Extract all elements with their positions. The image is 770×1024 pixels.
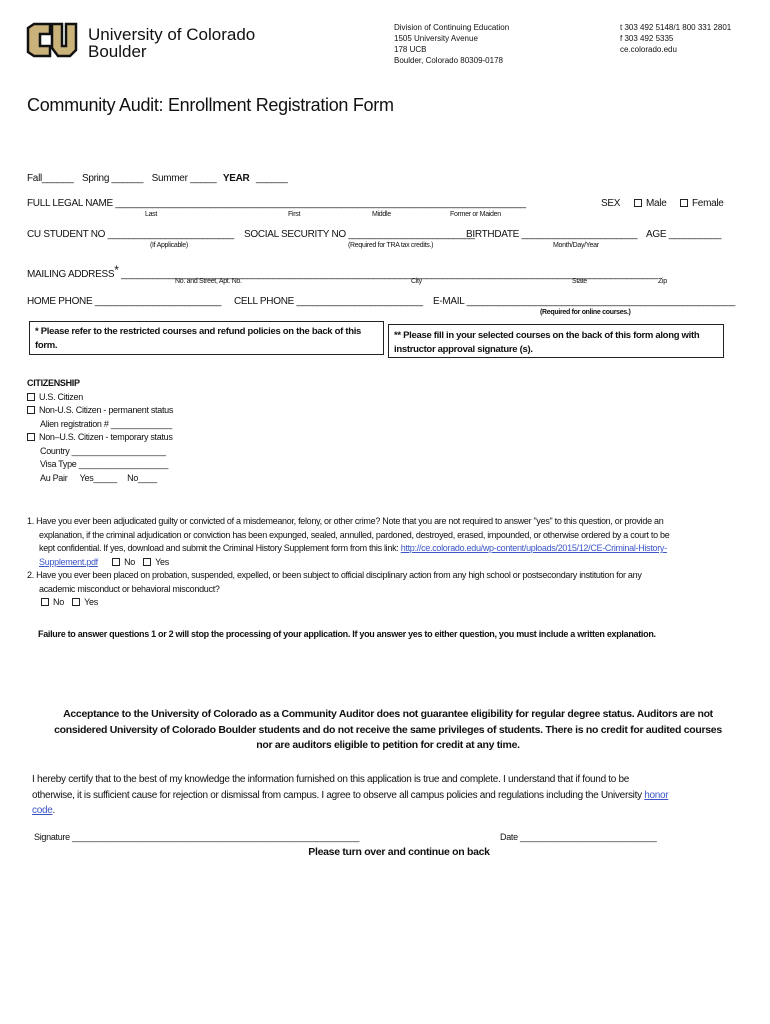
us-citizen-option[interactable] [27, 391, 173, 405]
birthdate-caption: Month/Day/Year [553, 242, 599, 249]
cu-student-no-field[interactable]: CU STUDENT NO ________________________ [27, 229, 234, 240]
q2-yes-option[interactable] [72, 597, 98, 607]
acceptance-line2: considered University of Colorado Boulder students and do not receive the same privileges of students. There is no credit for audited courses [54, 723, 722, 736]
university-line2: Boulder [88, 42, 147, 61]
q1-yes-option[interactable] [143, 557, 169, 567]
phone-numbers: t 303 492 5148/1 800 331 2801 [620, 23, 732, 32]
criminal-history-link-cont[interactable]: Supplement.pdf [39, 556, 98, 567]
spring-field[interactable]: Spring ______ [81, 173, 144, 184]
non-us-temporary-option[interactable] [27, 431, 173, 445]
non-us-temporary-label: Non–U.S. Citizen - temporary status [39, 432, 173, 442]
division-address [394, 22, 509, 66]
division-name: Division of Continuing Education [394, 23, 510, 32]
mailing-address-field[interactable] [27, 263, 727, 280]
us-citizen-label: U.S. Citizen [39, 391, 83, 402]
ucb-box: 178 UCB [394, 45, 427, 54]
course-selection-note: ** Please fill in your selected courses on the back of this form along with instructor approval signature (s). [388, 324, 724, 358]
q1-yes-checkbox[interactable] [143, 558, 151, 566]
sex-label: SEX [601, 198, 621, 209]
year-field[interactable]: ______ [255, 173, 288, 184]
turn-over-footer: Please turn over and continue on back [308, 846, 490, 858]
non-us-temporary-checkbox[interactable] [27, 433, 35, 441]
question-1-line3-text: kept confidential. If yes, download and submit the Criminal History Supplement form from this link: [39, 543, 399, 553]
middle-name-caption: Middle [372, 211, 391, 218]
if-applicable-caption: (If Applicable) [150, 242, 188, 249]
certification-period: . [52, 805, 55, 816]
university-name [88, 26, 255, 60]
zip-caption: Zip [658, 278, 667, 285]
refund-policy-note: * Please refer to the restricted courses and refund policies on the back of this form. [29, 321, 384, 355]
question-1-line2: explanation, if the criminal adjudication or conviction has been expunged, sealed, annulled, pardoned, destroyed, erased, impounded, or otherwise ordered by a court to be [39, 529, 670, 540]
former-name-caption: Former or Maiden [450, 211, 501, 218]
acceptance-notice [27, 707, 749, 754]
q2-no-label: No [53, 597, 64, 607]
first-name-caption: First [288, 211, 301, 218]
female-checkbox[interactable] [680, 199, 688, 207]
question-1-line3 [27, 542, 669, 556]
q1-no-option[interactable] [112, 557, 135, 567]
alien-registration-field[interactable]: Alien registration # _____________ [40, 418, 172, 429]
home-phone-field[interactable]: HOME PHONE ________________________ [27, 296, 222, 307]
citizenship-heading: CITIZENSHIP [27, 378, 80, 388]
ssn-caption: (Required for TRA tax credits.) [348, 242, 434, 249]
term-line [27, 173, 288, 184]
male-checkbox[interactable] [634, 199, 642, 207]
question-1-line4 [27, 556, 669, 570]
email-caption: (Required for online courses.) [540, 309, 631, 316]
female-label: Female [692, 198, 724, 209]
birthdate-field[interactable]: BIRTHDATE ______________________ [466, 229, 638, 240]
age-field[interactable]: AGE __________ [646, 229, 722, 240]
fax-number: f 303 492 5335 [620, 34, 674, 43]
cu-logo [26, 22, 78, 58]
citizenship-section [27, 377, 173, 485]
certification-line1: I hereby certify that to the best of my knowledge the information furnished on this application is true and complete. I understand that if found to be [32, 774, 630, 785]
cu-logo-icon [26, 22, 78, 58]
q2-yes-label: Yes [84, 597, 98, 607]
question-2-options [27, 596, 669, 610]
website: ce.colorado.edu [620, 45, 677, 54]
certification-line2-text: otherwise, it is sufficient cause for rejection or dismissal from campus. I agree to observe all campus policies and regulations including the University [32, 789, 642, 801]
certification-line2 [32, 788, 668, 804]
certification-statement [32, 772, 668, 819]
q2-no-checkbox[interactable] [41, 598, 49, 606]
question-1 [27, 515, 669, 610]
city-caption: City [411, 278, 422, 285]
honor-code-link-cont[interactable]: code [32, 805, 53, 816]
acceptance-line3: nor are auditors eligible to petition for credit at any time. [256, 739, 520, 751]
full-legal-name-field[interactable]: FULL LEGAL NAME ______________________________________________________________________________ [27, 198, 526, 209]
non-us-permanent-label: Non-U.S. Citizen - permanent status [39, 405, 174, 415]
street-address: 1505 University Avenue [394, 34, 478, 43]
criminal-history-link[interactable]: http://ce.colorado.edu/wp-content/uploads/2015/12/CE-Criminal-History- [400, 543, 667, 553]
au-pair-label: Au Pair [40, 472, 68, 483]
visa-type-field[interactable]: Visa Type ___________________ [40, 459, 169, 469]
q2-yes-checkbox[interactable] [72, 598, 80, 606]
au-pair-yes-field[interactable]: Yes_____ [79, 472, 117, 483]
acceptance-line1: Acceptance to the University of Colorado as a Community Auditor does not guarantee eligibility for regular degree status. Auditors are not [63, 708, 713, 720]
email-field[interactable]: E-MAIL ___________________________________________________ [433, 296, 735, 307]
fall-field[interactable]: Fall______ [27, 173, 74, 184]
question-1-line1: 1. Have you ever been adjudicated guilty or convicted of a misdemeanor, felony, or other crime? Note that you are not required to answer "yes" to this question, or provide an [27, 516, 664, 526]
sex-female-option[interactable] [680, 198, 724, 209]
state-caption: State [572, 278, 587, 285]
required-star: * [114, 263, 119, 277]
sex-male-option[interactable] [634, 198, 666, 209]
mailing-address-label: MAILING ADDRESS [27, 269, 115, 280]
us-citizen-checkbox[interactable] [27, 393, 35, 401]
university-line1: University of Colorado [88, 25, 256, 44]
city-state-zip: Boulder, Colorado 80309-0178 [394, 56, 503, 65]
signature-field[interactable]: Signature _____________________________________________________________ [34, 832, 360, 842]
au-pair-row [27, 472, 173, 486]
q2-no-option[interactable] [41, 597, 64, 607]
non-us-permanent-option[interactable] [27, 404, 173, 418]
date-field[interactable]: Date _____________________________ [500, 832, 657, 842]
year-label: YEAR [222, 173, 250, 184]
question-2-line1: 2. Have you ever been placed on probation, suspended, expelled, or been subject to official disciplinary action from any high school or postsecondary institution for any [27, 570, 642, 580]
page-title: Community Audit: Enrollment Registration Form [27, 95, 394, 115]
cell-phone-field[interactable]: CELL PHONE ________________________ [234, 296, 423, 307]
male-label: Male [646, 198, 667, 209]
q1-no-label: No [124, 556, 135, 567]
certification-line3 [32, 803, 668, 819]
q1-yes-label: Yes [155, 556, 169, 567]
mailing-address-line: ______________________________________________________________________________________________________ [121, 269, 658, 280]
q1-no-checkbox[interactable] [112, 558, 120, 566]
country-field[interactable]: Country ____________________ [40, 445, 166, 456]
honor-code-link[interactable]: honor [644, 789, 669, 801]
ssn-field[interactable]: SOCIAL SECURITY NO ________________________ [244, 229, 475, 240]
last-name-caption: Last [145, 211, 158, 218]
failure-notice: Failure to answer questions 1 or 2 will stop the processing of your application. If you answer yes to either question, you must include a written explanation. [38, 629, 656, 639]
au-pair-no-field[interactable]: No____ [127, 472, 157, 483]
summer-field[interactable]: Summer _____ [151, 173, 217, 184]
question-2-line2: academic misconduct or behavioral misconduct? [39, 583, 220, 594]
street-caption: No. and Street, Apt. No. [175, 278, 242, 285]
contact-info [620, 22, 731, 55]
non-us-permanent-checkbox[interactable] [27, 406, 35, 414]
